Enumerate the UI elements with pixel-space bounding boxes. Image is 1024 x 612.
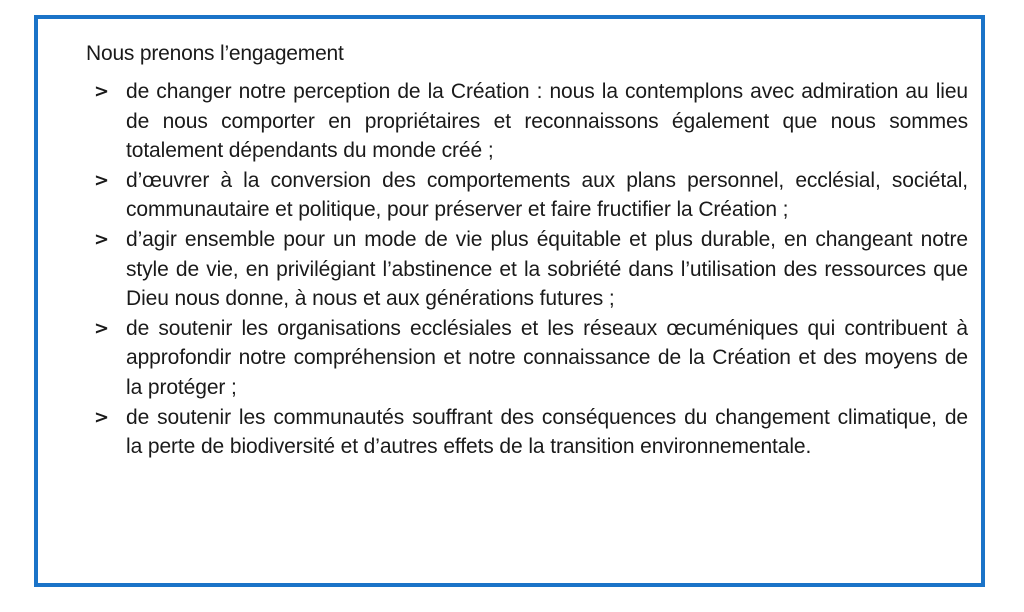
list-item xyxy=(94,77,968,166)
list-item-text: de soutenir les communautés souffrant des conséquences du changement climatique, de la perte de biodiversité et d’autres effets de la transition environnementale. xyxy=(126,405,968,459)
list-item xyxy=(94,225,968,314)
list-item xyxy=(94,314,968,403)
chevron-right-icon: > xyxy=(94,406,109,428)
commitment-list xyxy=(94,77,968,462)
list-item xyxy=(94,403,968,462)
commitment-box xyxy=(34,15,985,587)
box-title: Nous prenons l’engagement xyxy=(86,42,344,65)
list-item xyxy=(94,166,968,225)
list-item-text: de changer notre perception de la Création : nous la contemplons avec admiration au lieu de nous comporter en propriétaires et reconnaissons également que nous sommes totalement dépendants du monde créé ; xyxy=(126,80,968,163)
chevron-right-icon: > xyxy=(94,228,109,250)
list-item-text: d’agir ensemble pour un mode de vie plus équitable et plus durable, en changeant notre style de vie, en privilégiant l’abstinence et la sobriété dans l’utilisation des ressources que Dieu nous donne, à nous et aux générations futures ; xyxy=(126,227,968,311)
list-item-text: d’œuvrer à la conversion des comportements aux plans personnel, ecclésial, sociétal, communautaire et politique, pour préserver et faire fructifier la Création ; xyxy=(126,168,968,222)
chevron-right-icon: > xyxy=(94,169,109,191)
list-item-text: de soutenir les organisations ecclésiales et les réseaux œcuméniques qui contribuent à approfondir notre compréhension et notre connaissance de la Création et des moyens de la protéger ; xyxy=(126,316,968,399)
chevron-right-icon: > xyxy=(94,317,109,339)
chevron-right-icon: > xyxy=(94,81,109,102)
